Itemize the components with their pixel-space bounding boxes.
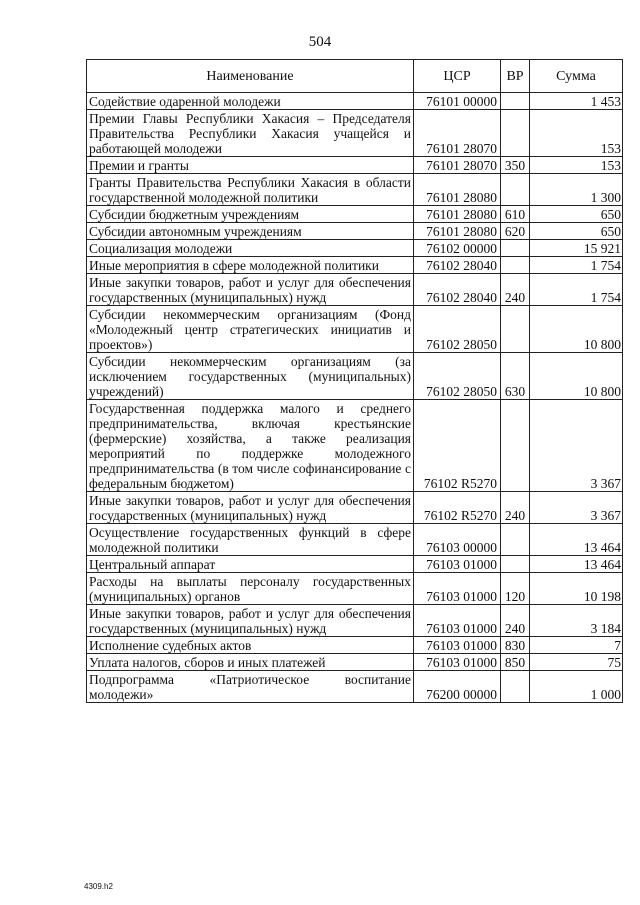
cell-csr: 76102 28050 xyxy=(414,353,501,400)
table-row xyxy=(87,93,623,110)
cell-sum: 3 367 xyxy=(530,400,623,492)
cell-vr: 240 xyxy=(501,605,530,637)
table-row xyxy=(87,157,623,174)
cell-vr: 610 xyxy=(501,206,530,223)
cell-name: Уплата налогов, сборов и иных платежей xyxy=(87,654,414,671)
cell-name: Иные закупки товаров, работ и услуг для обеспечения государственных (муниципальных) нужд xyxy=(87,274,414,306)
cell-csr: 76102 28040 xyxy=(414,274,501,306)
table-row xyxy=(87,174,623,206)
cell-vr: 830 xyxy=(501,637,530,654)
cell-csr: 76102 28040 xyxy=(414,257,501,274)
table-row xyxy=(87,492,623,524)
cell-csr: 76101 28080 xyxy=(414,223,501,240)
cell-name: Расходы на выплаты персоналу государственных (муниципальных) органов xyxy=(87,573,414,605)
table-row xyxy=(87,573,623,605)
table-row xyxy=(87,223,623,240)
cell-name: Премии Главы Республики Хакасия – Председателя Правительства Республики Хакасия учащейся и работающей молодежи xyxy=(87,110,414,157)
cell-sum: 1 754 xyxy=(530,274,623,306)
cell-sum: 7 xyxy=(530,637,623,654)
table-row xyxy=(87,671,623,703)
cell-csr: 76103 01000 xyxy=(414,556,501,573)
cell-sum: 10 800 xyxy=(530,306,623,353)
cell-name: Иные закупки товаров, работ и услуг для обеспечения государственных (муниципальных) нужд xyxy=(87,492,414,524)
cell-csr: 76103 01000 xyxy=(414,637,501,654)
cell-name: Субсидии некоммерческим организациям (Фонд «Молодежный центр стратегических инициатив и проектов») xyxy=(87,306,414,353)
cell-vr: 620 xyxy=(501,223,530,240)
table-row xyxy=(87,637,623,654)
cell-sum: 10 800 xyxy=(530,353,623,400)
footer-code: 4309.h2 xyxy=(84,882,113,891)
cell-csr: 76101 00000 xyxy=(414,93,501,110)
cell-csr: 76101 28070 xyxy=(414,157,501,174)
table-row xyxy=(87,353,623,400)
cell-vr xyxy=(501,556,530,573)
cell-vr: 240 xyxy=(501,274,530,306)
cell-sum: 153 xyxy=(530,110,623,157)
cell-name: Гранты Правительства Республики Хакасия в области государственной молодежной политики xyxy=(87,174,414,206)
cell-name: Субсидии бюджетным учреждениям xyxy=(87,206,414,223)
cell-sum: 75 xyxy=(530,654,623,671)
table-row xyxy=(87,306,623,353)
table-row xyxy=(87,206,623,223)
cell-vr xyxy=(501,257,530,274)
cell-csr: 76101 28070 xyxy=(414,110,501,157)
cell-name: Социализация молодежи xyxy=(87,240,414,257)
cell-vr: 630 xyxy=(501,353,530,400)
table-row xyxy=(87,654,623,671)
cell-name: Центральный аппарат xyxy=(87,556,414,573)
cell-name: Иные мероприятия в сфере молодежной политики xyxy=(87,257,414,274)
cell-sum: 1 000 xyxy=(530,671,623,703)
table-row xyxy=(87,556,623,573)
cell-sum: 650 xyxy=(530,223,623,240)
cell-csr: 76102 R5270 xyxy=(414,400,501,492)
cell-vr xyxy=(501,524,530,556)
header-sum: Сумма xyxy=(530,60,623,93)
cell-vr xyxy=(501,174,530,206)
cell-csr: 76101 28080 xyxy=(414,206,501,223)
cell-name: Исполнение судебных актов xyxy=(87,637,414,654)
cell-vr: 120 xyxy=(501,573,530,605)
cell-sum: 153 xyxy=(530,157,623,174)
header-name: Наименование xyxy=(87,60,414,93)
cell-csr: 76102 R5270 xyxy=(414,492,501,524)
cell-sum: 13 464 xyxy=(530,524,623,556)
cell-vr: 350 xyxy=(501,157,530,174)
cell-vr: 240 xyxy=(501,492,530,524)
cell-sum: 10 198 xyxy=(530,573,623,605)
cell-name: Содействие одаренной молодежи xyxy=(87,93,414,110)
cell-csr: 76101 28080 xyxy=(414,174,501,206)
cell-name: Субсидии некоммерческим организациям (за исключением государственных (муниципальных) учреждений) xyxy=(87,353,414,400)
table-row xyxy=(87,274,623,306)
cell-name: Подпрограмма «Патриотическое воспитание молодежи» xyxy=(87,671,414,703)
budget-table xyxy=(86,59,623,703)
cell-vr xyxy=(501,240,530,257)
page-number: 504 xyxy=(308,34,332,50)
table-row xyxy=(87,110,623,157)
cell-name: Иные закупки товаров, работ и услуг для обеспечения государственных (муниципальных) нужд xyxy=(87,605,414,637)
cell-sum: 3 184 xyxy=(530,605,623,637)
cell-csr: 76102 00000 xyxy=(414,240,501,257)
table-row xyxy=(87,400,623,492)
cell-name: Осуществление государственных функций в сфере молодежной политики xyxy=(87,524,414,556)
cell-vr xyxy=(501,671,530,703)
table-row xyxy=(87,257,623,274)
cell-csr: 76102 28050 xyxy=(414,306,501,353)
cell-csr: 76200 00000 xyxy=(414,671,501,703)
cell-csr: 76103 00000 xyxy=(414,524,501,556)
cell-vr xyxy=(501,400,530,492)
cell-name: Государственная поддержка малого и среднего предпринимательства, включая крестьянские (фермерские) хозяйства, а также реализация мероприятий по поддержке молодежного предпринимательства (в том числе софинансирование с федеральным бюджетом) xyxy=(87,400,414,492)
cell-vr xyxy=(501,110,530,157)
cell-name: Премии и гранты xyxy=(87,157,414,174)
header-vr: ВР xyxy=(501,60,530,93)
cell-sum: 650 xyxy=(530,206,623,223)
header-csr: ЦСР xyxy=(414,60,501,93)
cell-sum: 13 464 xyxy=(530,556,623,573)
cell-csr: 76103 01000 xyxy=(414,573,501,605)
table-row xyxy=(87,605,623,637)
table-row xyxy=(87,240,623,257)
cell-sum: 1 754 xyxy=(530,257,623,274)
cell-csr: 76103 01000 xyxy=(414,654,501,671)
cell-csr: 76103 01000 xyxy=(414,605,501,637)
cell-vr: 850 xyxy=(501,654,530,671)
table-row xyxy=(87,524,623,556)
cell-vr xyxy=(501,306,530,353)
cell-sum: 15 921 xyxy=(530,240,623,257)
cell-vr xyxy=(501,93,530,110)
cell-sum: 3 367 xyxy=(530,492,623,524)
table-header-row xyxy=(87,60,623,93)
cell-sum: 1 453 xyxy=(530,93,623,110)
cell-sum: 1 300 xyxy=(530,174,623,206)
cell-name: Субсидии автономным учреждениям xyxy=(87,223,414,240)
